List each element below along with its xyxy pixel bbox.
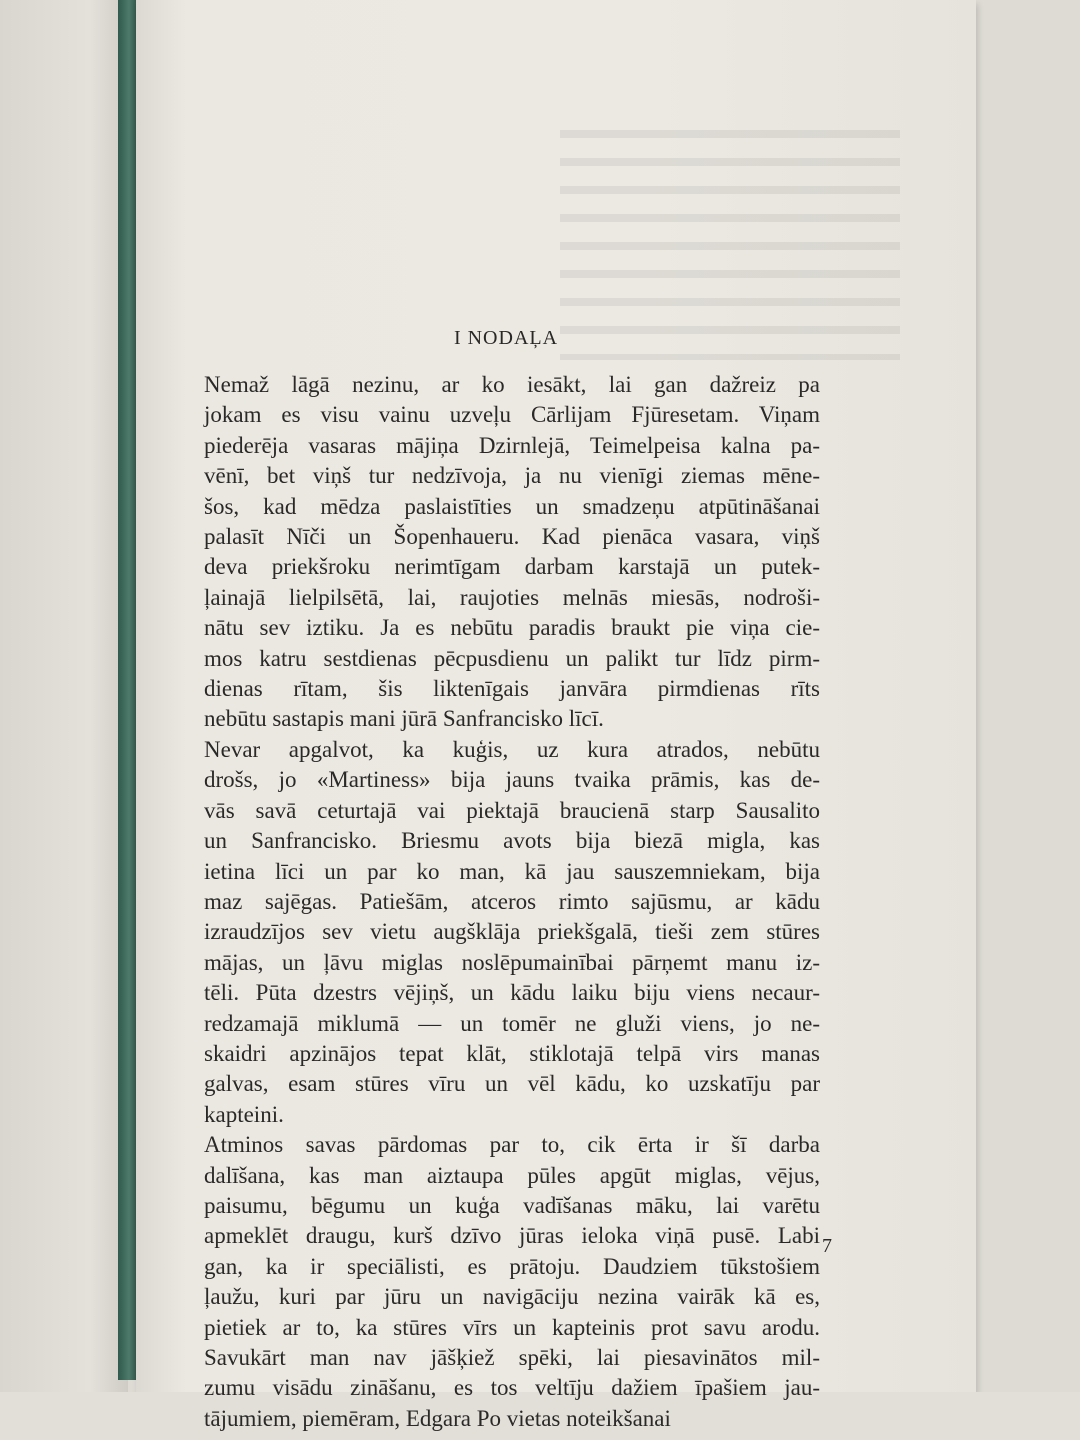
paragraph [204,1130,820,1434]
text-line: paisumu, bēgumu un kuģa vadīšanas māku, lai varētu [204,1192,820,1218]
text-line: un Sanfrancisko. Briesmu avots bija biezā migla, kas [204,828,820,854]
text-line: Atminos savas pārdomas par to, cik ērta ir šī darba [204,1132,820,1158]
text-line: skaidri apzinājos tepat klāt, stiklotajā telpā virs manas [204,1040,820,1066]
paragraph [204,735,820,1130]
text-line: zumu visādu zināšanu, es tos veltīju dažiem īpašiem jau- [204,1375,820,1401]
text-line: piederēja vasaras mājiņa Dzirnlejā, Teimelpeisa kalna pa- [204,432,820,458]
chapter-heading: I NODAĻA [453,327,559,349]
text-line: Nevar apgalvot, ka kuģis, uz kura atrados, nebūtu [204,736,820,762]
left-page-edge [0,0,128,1440]
text-line: jokam es visu vainu uzveļu Cārlijam Fjūresetam. Viņam [204,402,820,428]
text-line: tēli. Pūta dzestrs vējiņš, un kādu laiku biju viens necaur- [204,980,820,1006]
text-line: mājas, un ļāvu miglas noslēpumainībai pārņemt manu iz- [204,949,820,975]
show-through-text [560,130,900,360]
text-line: tājumiem, piemēram, Edgara Po vietas noteikšanai [204,1405,671,1431]
text-line: izraudzījos sev vietu augšklāja priekšgalā, tieši zem stūres [204,919,820,945]
text-line: nebūtu sastapis mani jūrā Sanfrancisko līcī. [204,706,604,732]
text-line: ļaužu, kuri par jūru un navigāciju nezina vairāk kā es, [204,1284,820,1310]
text-line: dienas rītam, šis liktenīgais janvāra pirmdienas rīts [204,676,820,702]
text-line: drošs, jo «Martiness» bija jauns tvaika prāmis, kas de- [204,767,820,793]
text-line: dalīšana, kas man aiztaupa pūles apgūt miglas, vējus, [204,1162,820,1188]
text-line: pietiek ar to, ka stūres vīrs un kapteinis prot savu arodu. [204,1314,820,1340]
text-line: vās savā ceturtajā vai piektajā braucienā starp Sausalito [204,797,820,823]
text-line: nātu sev iztiku. Ja es nebūtu paradis braukt pie viņa cie- [204,615,820,641]
text-line: kapteini. [204,1101,284,1127]
text-line: Nemaž lāgā nezinu, ar ko iesākt, lai gan dažreiz pa [204,372,820,397]
text-line: apmeklēt draugu, kurš dzīvo jūras ieloka viņā pusē. Labi [204,1223,820,1249]
text-line: ļainajā lielpilsētā, lai, raujoties melnās miesās, nodroši- [204,584,820,610]
text-line: deva priekšroku nerimtīgam darbam karstajā un putek- [204,554,820,580]
text-line: mos katru sestdienas pēcpusdienu un palikt tur līdz pirm- [204,645,820,671]
text-line: ietina līci un par ko man, kā jau sauszemniekam, bija [204,858,820,884]
text-line: Savukārt man nav jāšķiež spēki, lai piesavinātos mil- [204,1345,820,1370]
text-line: šos, kad mēdza paslaistīties un smadzeņu atpūtināšanai [204,493,820,519]
paragraph [204,370,820,735]
text-line: gan, ka ir speciālisti, es prātoju. Daudziem tūkstošiem [204,1253,820,1279]
text-line: redzamajā miklumā — un tomēr ne gluži viens, jo ne- [204,1010,820,1036]
page-number: 7 [822,1235,832,1257]
text-line: maz sajēgas. Patiešām, atceros rimto sajūsmu, ar kādu [204,888,820,914]
text-line: vēnī, bet viņš tur nedzīvoja, ja nu vienīgi ziemas mēne- [204,463,820,489]
body-text [204,370,820,1434]
text-line: galvas, esam stūres vīru un vēl kādu, ko uzskatīju par [204,1071,820,1097]
text-line: palasīt Nīči un Šopenhaueru. Kad pienāca vasara, viņš [204,524,820,550]
